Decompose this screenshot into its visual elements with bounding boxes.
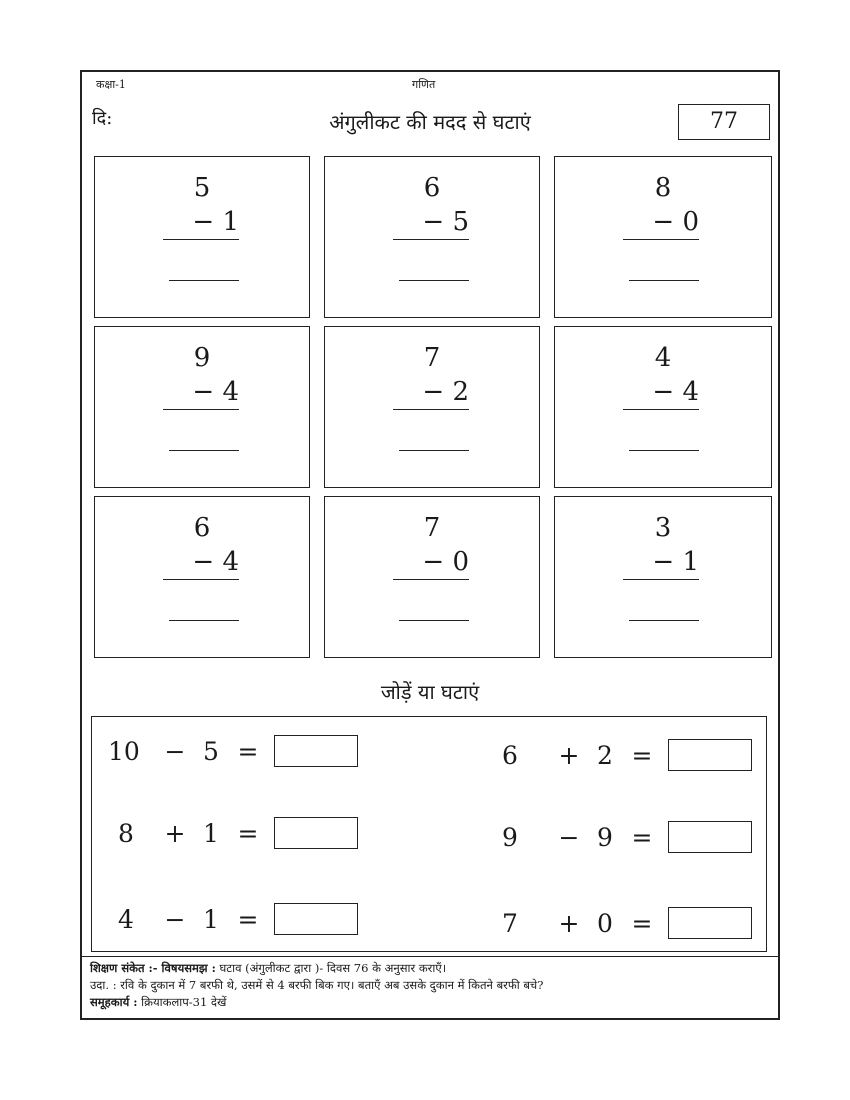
problem-bottom-number: − 0 bbox=[393, 547, 469, 580]
hint-label: शिक्षण संकेत :- विषयसमझ : bbox=[90, 961, 216, 975]
equals-sign: = bbox=[237, 818, 259, 848]
answer-line[interactable] bbox=[399, 620, 469, 621]
operand-b: 9 bbox=[597, 822, 613, 852]
answer-line[interactable] bbox=[169, 620, 239, 621]
problem-card bbox=[554, 156, 772, 318]
operator: + bbox=[558, 908, 580, 938]
problem-card bbox=[94, 496, 310, 658]
equation-panel bbox=[91, 716, 767, 952]
operand-b: 1 bbox=[203, 818, 219, 848]
equation-row bbox=[502, 821, 752, 853]
problem-top-number: 7 bbox=[423, 343, 441, 373]
answer-box[interactable] bbox=[274, 817, 358, 849]
operator: + bbox=[558, 740, 580, 770]
example-line: उदा. : रवि के दुकान में 7 बरफी थे, उसमें से 4 बरफी बिक गए। बताएँ अब उसके दुकान में कितने बरफी बचे? bbox=[90, 978, 544, 992]
teaching-notes bbox=[82, 956, 778, 1014]
page-title: अंगुलीकट की मदद से घटाएं bbox=[329, 110, 531, 134]
group-text: क्रियाकलाप-31 देखें bbox=[141, 995, 227, 1009]
operand-a: 9 bbox=[502, 822, 518, 852]
problem-bottom-number: − 0 bbox=[623, 207, 699, 240]
answer-box[interactable] bbox=[274, 735, 358, 767]
hint-line bbox=[90, 960, 770, 977]
answer-line[interactable] bbox=[629, 450, 699, 451]
operand-b: 0 bbox=[597, 908, 613, 938]
hint-text: घटाव (अंगुलीकट द्वारा )- दिवस 76 के अनुसार कराएँ। bbox=[219, 961, 447, 975]
answer-line[interactable] bbox=[399, 280, 469, 281]
operand-b: 5 bbox=[203, 736, 219, 766]
problem-bottom-number: − 2 bbox=[393, 377, 469, 410]
answer-line[interactable] bbox=[629, 280, 699, 281]
operand-a: 4 bbox=[118, 904, 134, 934]
date-label: दि: bbox=[92, 108, 113, 129]
equation-row bbox=[502, 739, 752, 771]
answer-line[interactable] bbox=[169, 280, 239, 281]
equation-row bbox=[108, 735, 358, 767]
answer-box[interactable] bbox=[668, 907, 752, 939]
problem-top-number: 8 bbox=[654, 173, 672, 203]
problem-card bbox=[324, 326, 540, 488]
operand-a: 7 bbox=[502, 908, 518, 938]
equals-sign: = bbox=[631, 908, 653, 938]
problem-bottom-number: − 1 bbox=[623, 547, 699, 580]
operand-a: 8 bbox=[118, 818, 134, 848]
equation-row bbox=[118, 817, 358, 849]
section-title: जोड़ें या घटाएं bbox=[380, 680, 480, 704]
problem-top-number: 6 bbox=[423, 173, 441, 203]
operator: − bbox=[164, 904, 186, 934]
answer-line[interactable] bbox=[629, 620, 699, 621]
equals-sign: = bbox=[237, 736, 259, 766]
page-number: 77 bbox=[678, 104, 770, 140]
worksheet bbox=[80, 70, 780, 1020]
group-label: समूहकार्य : bbox=[90, 995, 138, 1009]
equation-row bbox=[502, 907, 752, 939]
problem-top-number: 6 bbox=[193, 513, 211, 543]
answer-line[interactable] bbox=[169, 450, 239, 451]
problem-card bbox=[554, 326, 772, 488]
subject-label: गणित bbox=[412, 78, 436, 91]
operator: − bbox=[164, 736, 186, 766]
problem-card bbox=[94, 326, 310, 488]
problem-bottom-number: − 4 bbox=[163, 547, 239, 580]
operand-a: 10 bbox=[108, 736, 140, 766]
operator: + bbox=[164, 818, 186, 848]
problem-card bbox=[94, 156, 310, 318]
class-label: कक्षा-1 bbox=[96, 78, 126, 91]
equals-sign: = bbox=[631, 740, 653, 770]
problem-bottom-number: − 4 bbox=[163, 377, 239, 410]
problem-top-number: 7 bbox=[423, 513, 441, 543]
equals-sign: = bbox=[237, 904, 259, 934]
problem-card bbox=[554, 496, 772, 658]
operand-b: 1 bbox=[203, 904, 219, 934]
answer-line[interactable] bbox=[399, 450, 469, 451]
answer-box[interactable] bbox=[274, 903, 358, 935]
equals-sign: = bbox=[631, 822, 653, 852]
group-line bbox=[90, 994, 770, 1011]
problem-bottom-number: − 5 bbox=[393, 207, 469, 240]
operator: − bbox=[558, 822, 580, 852]
problem-card bbox=[324, 496, 540, 658]
operand-b: 2 bbox=[597, 740, 613, 770]
operand-a: 6 bbox=[502, 740, 518, 770]
problem-top-number: 5 bbox=[193, 173, 211, 203]
problem-top-number: 3 bbox=[654, 513, 672, 543]
problem-top-number: 9 bbox=[193, 343, 211, 373]
answer-box[interactable] bbox=[668, 821, 752, 853]
answer-box[interactable] bbox=[668, 739, 752, 771]
problem-top-number: 4 bbox=[654, 343, 672, 373]
subtraction-grid bbox=[94, 156, 774, 660]
equation-row bbox=[118, 903, 358, 935]
problem-card bbox=[324, 156, 540, 318]
problem-bottom-number: − 4 bbox=[623, 377, 699, 410]
problem-bottom-number: − 1 bbox=[163, 207, 239, 240]
